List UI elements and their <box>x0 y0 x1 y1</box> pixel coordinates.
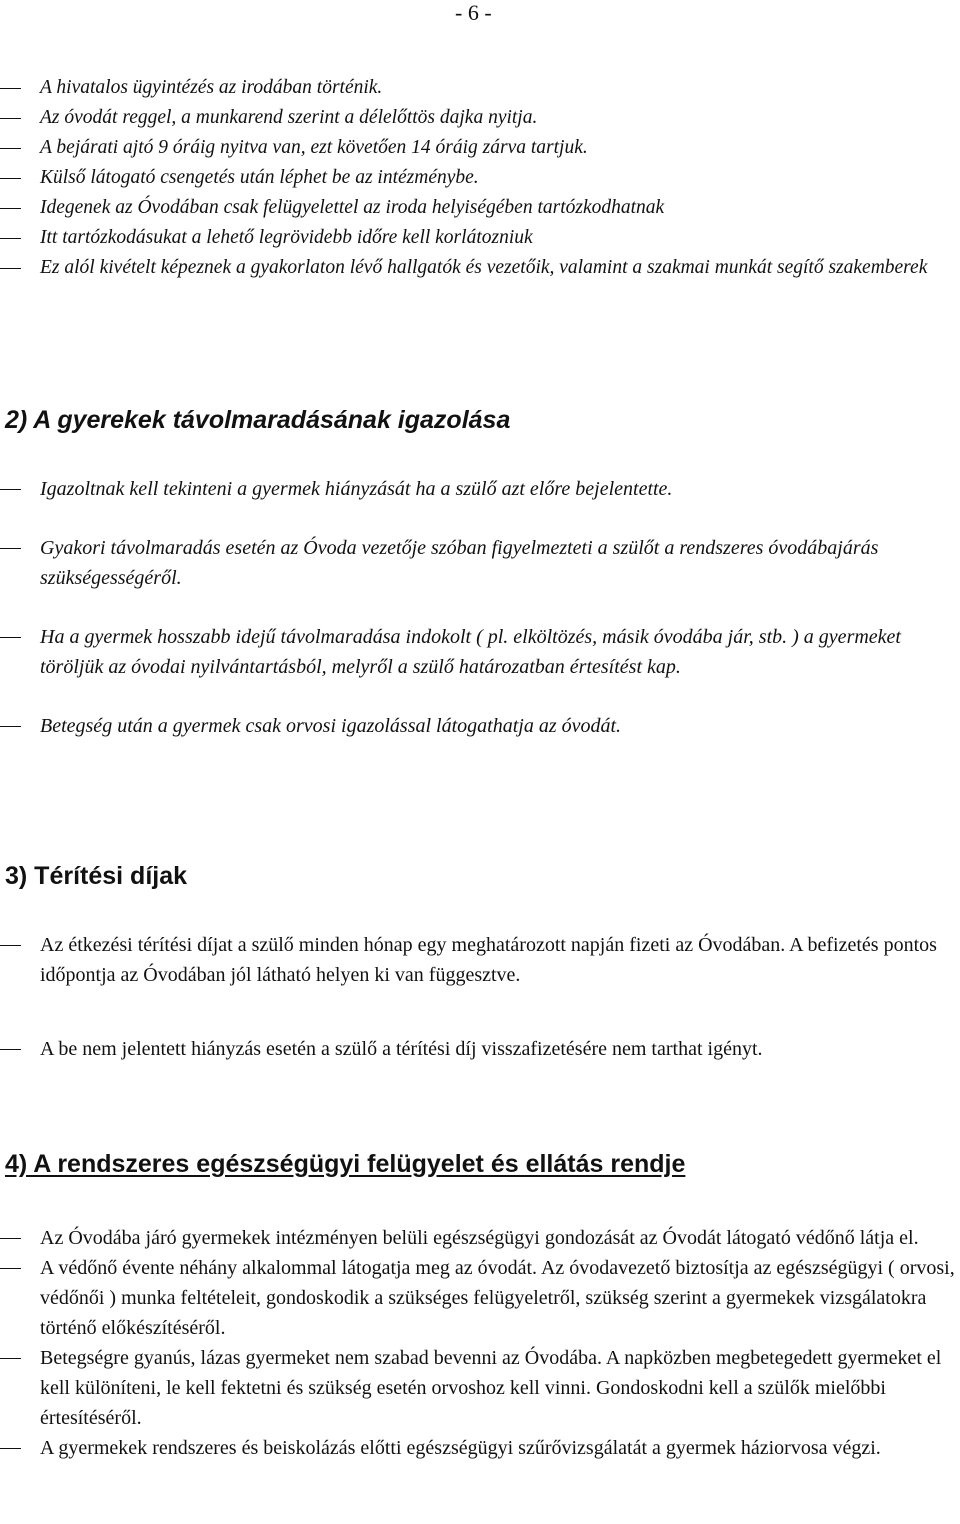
list-item: A védőnő évente néhány alkalommal látogatja meg az óvodát. Az óvodavezető biztosítja az egészségügyi ( orvosi, védőnői ) munka feltételeit, gondoskodik a szükséges felügyeletről, szükség szerint a gyermekek vizsgálatokra történő előkészítéséről. <box>0 1253 960 1343</box>
list-item: Az étkezési térítési díjat a szülő minden hónap egy meghatározott napján fizeti az Óvodában. A befizetés pontos időpontja az Óvodában jól látható helyen ki van függesztve. <box>0 930 960 990</box>
list-item: A gyermekek rendszeres és beiskolázás előtti egészségügyi szűrővizsgálatát a gyermek háziorvosa végzi. <box>0 1433 960 1463</box>
list-item: Ha a gyermek hosszabb idejű távolmaradása indokolt ( pl. elköltözés, másik óvodába jár, stb. ) a gyermeket töröljük az óvodai nyilvántartásból, melyről a szülő határozatban értesítést kap. <box>0 622 960 682</box>
section-heading: 2) A gyerekek távolmaradásának igazolása <box>5 406 511 434</box>
list-item: A hivatalos ügyintézés az irodában történik. <box>0 73 960 103</box>
page-number: - 6 - <box>455 0 492 25</box>
list-item: Az Óvodába járó gyermekek intézményen belüli egészségügyi gondozását az Óvodát látogató védőnő látja el. <box>0 1223 960 1253</box>
section-heading: 4) A rendszeres egészségügyi felügyelet és ellátás rendje <box>5 1150 686 1178</box>
section-heading: 3) Térítési díjak <box>5 862 188 890</box>
list-item: A bejárati ajtó 9 óráig nyitva van, ezt követően 14 óráig zárva tartjuk. <box>0 133 960 163</box>
list-item: Idegenek az Óvodában csak felügyelettel az iroda helyiségében tartózkodhatnak <box>0 193 960 223</box>
fees-list <box>0 930 960 1064</box>
list-item: Betegségre gyanús, lázas gyermeket nem szabad bevenni az Óvodába. A napközben megbetegedett gyermeket el kell különíteni, le kell fektetni és szükség esetén orvoshoz kell vinni. Gondoskodni kell a szülők mielőbbi értesítéséről. <box>0 1343 960 1433</box>
list-item: Külső látogató csengetés után léphet be az intézménybe. <box>0 163 960 193</box>
health-list <box>0 1223 960 1463</box>
list-item: Itt tartózkodásukat a lehető legrövidebb időre kell korlátozniuk <box>0 223 960 253</box>
absence-list <box>0 474 960 741</box>
rules-list <box>0 73 960 283</box>
list-item: Igazoltnak kell tekinteni a gyermek hiányzását ha a szülő azt előre bejelentette. <box>0 474 960 504</box>
list-item: A be nem jelentett hiányzás esetén a szülő a térítési díj visszafizetésére nem tarthat igényt. <box>0 1034 960 1064</box>
list-item: Az óvodát reggel, a munkarend szerint a délelőttös dajka nyitja. <box>0 103 960 133</box>
list-item: Betegség után a gyermek csak orvosi igazolással látogathatja az óvodát. <box>0 711 960 741</box>
list-item: Gyakori távolmaradás esetén az Óvoda vezetője szóban figyelmezteti a szülőt a rendszeres óvodábajárás szükségességéről. <box>0 533 960 593</box>
list-item: Ez alól kivételt képeznek a gyakorlaton lévő hallgatók és vezetőik, valamint a szakmai munkát segítő szakemberek <box>0 253 960 283</box>
